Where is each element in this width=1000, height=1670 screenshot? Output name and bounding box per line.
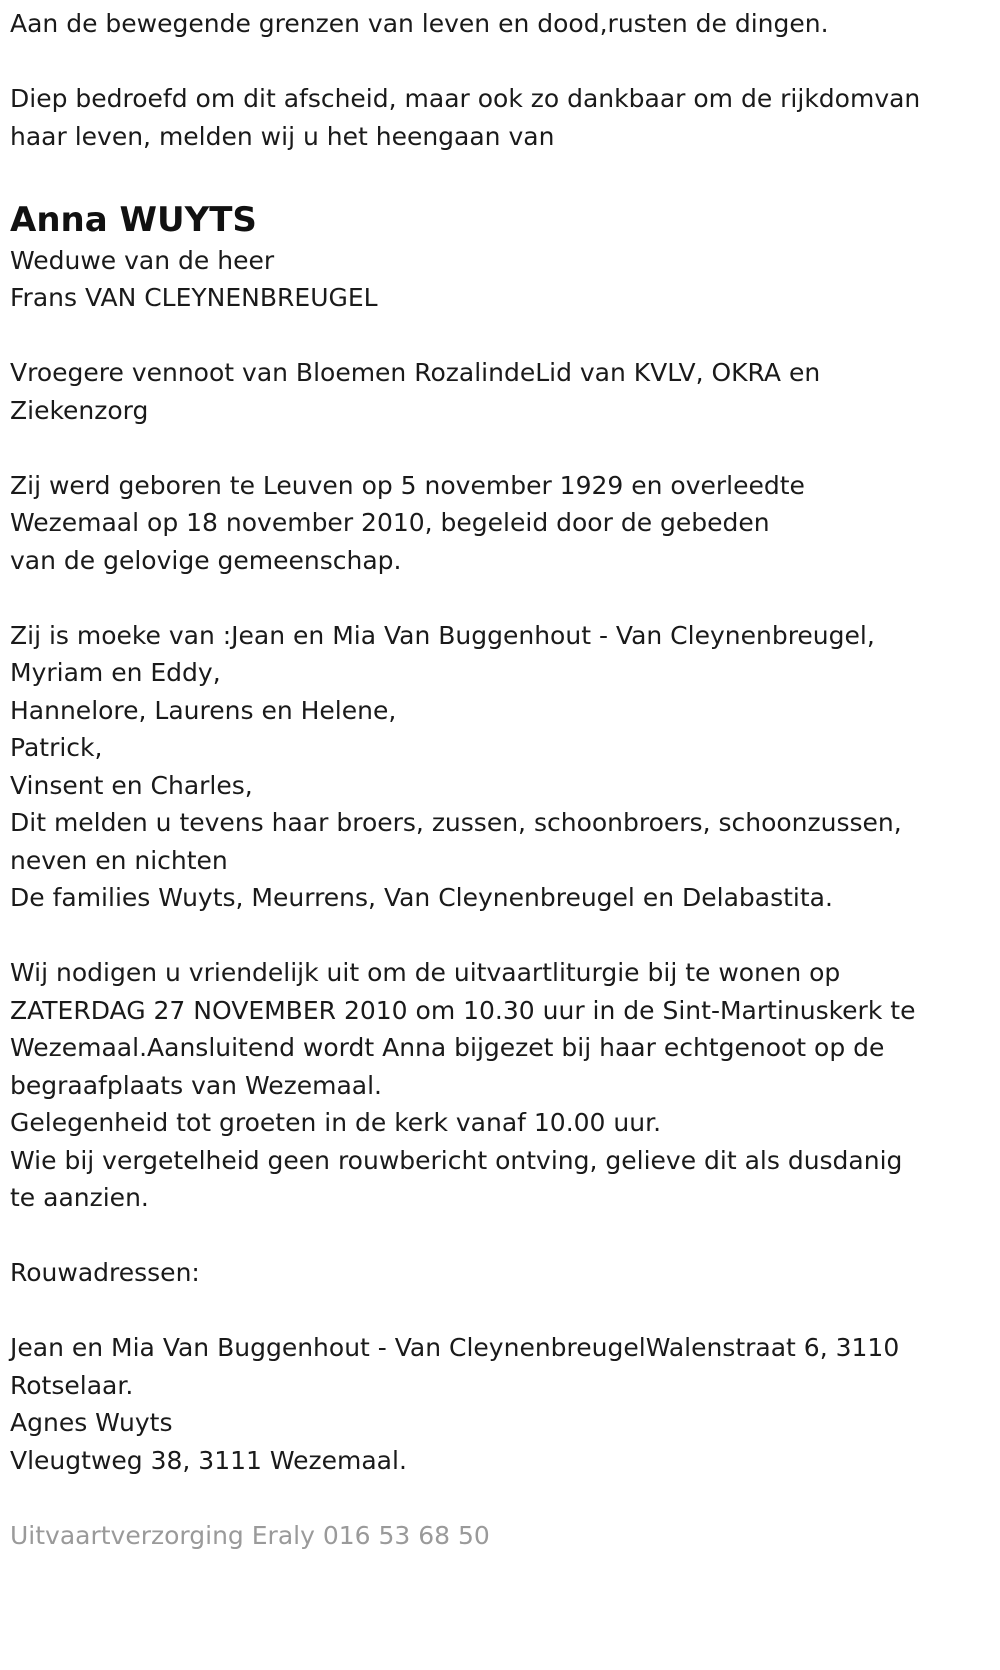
address-line: Vleugtweg 38, 3111 Wezemaal. bbox=[10, 1445, 407, 1475]
deceased-name: Anna WUYTS bbox=[10, 199, 257, 240]
addresses-heading: Rouwadressen: bbox=[10, 1258, 200, 1287]
family-line: neven en nichten bbox=[10, 845, 228, 875]
address-line: Jean en Mia Van Buggenhout - Van CleynenbreugelWalenstraat 6, 3110 bbox=[10, 1333, 900, 1362]
obituary-notice bbox=[10, 5, 990, 1554]
funeral-paragraph bbox=[10, 954, 990, 1217]
funeral-line: te aanzien. bbox=[10, 1183, 149, 1212]
widow-of-line: Weduwe van de heer bbox=[10, 245, 275, 275]
family-paragraph bbox=[10, 617, 990, 917]
intro-quote: Aan de bewegende grenzen van leven en dood,rusten de dingen. bbox=[10, 9, 829, 38]
funeral-home-credit: Uitvaartverzorging Eraly 016 53 68 50 bbox=[10, 1520, 490, 1550]
family-line: Zij is moeke van :Jean en Mia Van Buggenhout - Van Cleynenbreugel, bbox=[10, 620, 875, 650]
birth-death-line: Wezemaal op 18 november 2010, begeleid door de gebeden bbox=[10, 508, 770, 537]
family-line: Myriam en Eddy, bbox=[10, 658, 221, 687]
spacer bbox=[10, 579, 990, 617]
family-line: Dit melden u tevens haar broers, zussen, schoonbroers, schoonzussen, bbox=[10, 808, 902, 837]
spacer bbox=[10, 1217, 990, 1255]
funeral-line: Wij nodigen u vriendelijk uit om de uitvaartliturgie bij te wonen op bbox=[10, 958, 841, 987]
spacer bbox=[10, 917, 990, 955]
spacer bbox=[10, 429, 990, 467]
family-line: De families Wuyts, Meurrens, Van Cleynenbreugel en Delabastita. bbox=[10, 883, 833, 912]
affiliations-paragraph bbox=[10, 354, 990, 429]
spacer bbox=[10, 1479, 990, 1517]
addresses-paragraph bbox=[10, 1329, 990, 1479]
affiliations-line: Vroegere vennoot van Bloemen RozalindeLid van KVLV, OKRA en bbox=[10, 358, 821, 387]
spacer bbox=[10, 155, 990, 193]
widow-of-paragraph bbox=[10, 242, 990, 317]
announcement-line: Diep bedroefd om dit afscheid, maar ook zo dankbaar om de rijkdomvan bbox=[10, 84, 921, 113]
spouse-name: Frans VAN CLEYNENBREUGEL bbox=[10, 283, 378, 312]
spacer bbox=[10, 317, 990, 355]
birth-death-line: Zij werd geboren te Leuven op 5 november 1929 en overleedte bbox=[10, 470, 805, 500]
funeral-line: Wie bij vergetelheid geen rouwbericht ontving, gelieve dit als dusdanig bbox=[10, 1145, 903, 1175]
announcement-line: haar leven, melden wij u het heengaan van bbox=[10, 121, 555, 151]
funeral-line: Wezemaal.Aansluitend wordt Anna bijgezet bij haar echtgenoot op de bbox=[10, 1033, 885, 1062]
address-line: Rotselaar. bbox=[10, 1370, 134, 1400]
spacer bbox=[10, 1292, 990, 1330]
address-line: Agnes Wuyts bbox=[10, 1408, 173, 1437]
affiliations-line: Ziekenzorg bbox=[10, 395, 149, 425]
family-line: Vinsent en Charles, bbox=[10, 770, 253, 800]
announcement-paragraph bbox=[10, 80, 990, 155]
birth-death-paragraph bbox=[10, 467, 990, 580]
family-line: Hannelore, Laurens en Helene, bbox=[10, 695, 397, 725]
funeral-line: begraafplaats van Wezemaal. bbox=[10, 1070, 382, 1100]
funeral-line: ZATERDAG 27 NOVEMBER 2010 om 10.30 uur in de Sint-Martinuskerk te bbox=[10, 995, 916, 1025]
family-line: Patrick, bbox=[10, 733, 103, 762]
funeral-line: Gelegenheid tot groeten in de kerk vanaf 10.00 uur. bbox=[10, 1108, 662, 1137]
birth-death-line: van de gelovige gemeenschap. bbox=[10, 545, 402, 575]
spacer bbox=[10, 43, 990, 81]
